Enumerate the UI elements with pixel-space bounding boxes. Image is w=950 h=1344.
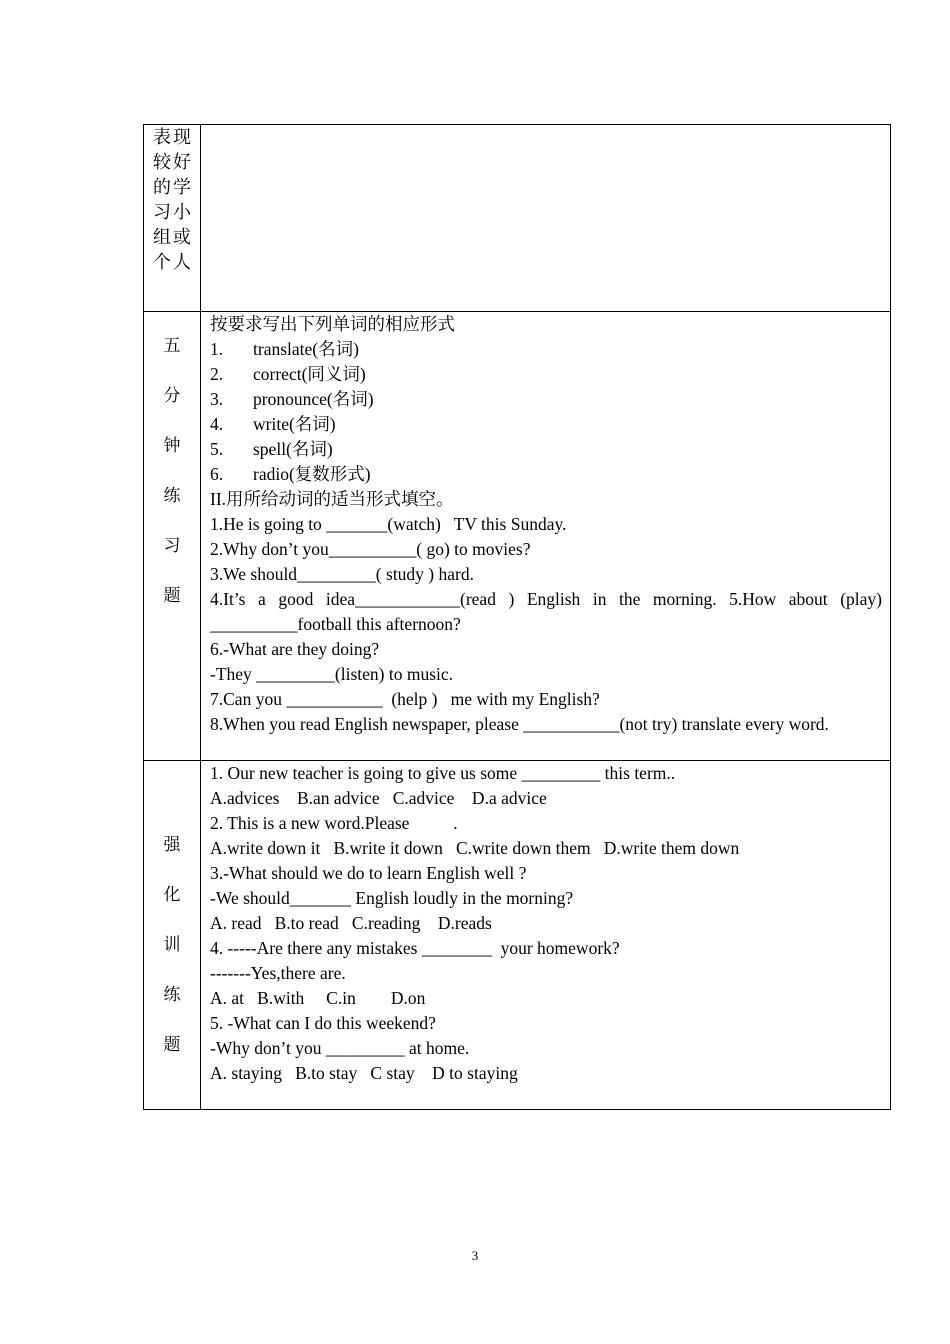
item-text: radio(复数形式) xyxy=(253,464,371,484)
label-char: 钟 xyxy=(163,436,181,455)
label-five-minute-exercises xyxy=(144,312,201,760)
item-number: 5. xyxy=(210,439,224,459)
label-outstanding: 表现较好的学习小组或个人 xyxy=(144,125,201,311)
label-char: 强 xyxy=(163,835,181,854)
fill-line: -They _________(listen) to music. xyxy=(210,664,454,684)
item-number: 3. xyxy=(210,389,224,409)
item-text: pronounce(名词) xyxy=(253,389,374,409)
fill-line: 6.-What are they doing? xyxy=(210,639,380,659)
word-item xyxy=(210,437,882,462)
item-number: 6. xyxy=(210,464,224,484)
section-heading: 按要求写出下列单词的相应形式 xyxy=(210,314,455,334)
row-reinforcement-exercises xyxy=(144,760,890,1109)
label-char: 分 xyxy=(163,386,181,405)
label-char: 习 xyxy=(163,536,181,555)
item-text: translate(名词) xyxy=(253,339,359,359)
row-five-minute-exercises xyxy=(144,311,890,760)
lesson-table xyxy=(143,124,891,1110)
label-char: 练 xyxy=(163,486,181,505)
question-line: -------Yes,there are. xyxy=(210,963,346,983)
item-number: 1. xyxy=(210,339,224,359)
item-number: 2. xyxy=(210,364,224,384)
section2-heading: II.用所给动词的适当形式填空。 xyxy=(210,489,454,509)
question-line: 2. This is a new word.Please . xyxy=(210,813,458,833)
content-outstanding xyxy=(201,125,890,311)
item-number: 4. xyxy=(210,414,224,434)
word-item xyxy=(210,362,882,387)
fill-line: 2.Why don’t you__________( go) to movies? xyxy=(210,539,531,559)
options-line: A. at B.with C.in D.on xyxy=(210,988,426,1008)
item-text: write(名词) xyxy=(253,414,336,434)
content-five-minute-exercises xyxy=(201,312,890,760)
options-line: A. staying B.to stay C stay D to staying xyxy=(210,1063,518,1083)
label-char: 题 xyxy=(163,586,181,605)
fill-line: 1.He is going to _______(watch) TV this Sunday. xyxy=(210,514,567,534)
label-char: 练 xyxy=(163,985,181,1004)
word-item xyxy=(210,337,882,362)
page-number: 3 xyxy=(471,1248,479,1263)
item-text: spell(名词) xyxy=(253,439,333,459)
fill-line: 4.It’s a good idea____________(read ) English in the morning. 5.How about (play) __________football this afternoon? xyxy=(210,589,882,634)
label-char: 题 xyxy=(163,1035,181,1054)
question-line: 4. -----Are there any mistakes ________ your homework? xyxy=(210,938,620,958)
fill-line: 3.We should_________( study ) hard. xyxy=(210,564,474,584)
label-char: 五 xyxy=(163,336,181,355)
row-outstanding xyxy=(144,125,890,311)
question-line: -Why don’t you _________ at home. xyxy=(210,1038,470,1058)
word-item xyxy=(210,387,882,412)
question-line: -We should_______ English loudly in the morning? xyxy=(210,888,574,908)
options-line: A. read B.to read C.reading D.reads xyxy=(210,913,492,933)
question-line: 3.-What should we do to learn English well ? xyxy=(210,863,527,883)
options-line: A.advices B.an advice C.advice D.a advice xyxy=(210,788,547,808)
fill-line: 8.When you read English newspaper, please ___________(not try) translate every word. xyxy=(210,714,829,734)
word-item xyxy=(210,462,882,487)
question-line: 1. Our new teacher is going to give us some _________ this term.. xyxy=(210,763,676,783)
label-reinforcement-exercises xyxy=(144,761,201,1109)
item-text: correct(同义词) xyxy=(253,364,366,384)
fill-line: 7.Can you ___________ (help ) me with my English? xyxy=(210,689,600,709)
question-line: 5. -What can I do this weekend? xyxy=(210,1013,436,1033)
label-char: 化 xyxy=(163,885,181,904)
options-line: A.write down it B.write it down C.write down them D.write them down xyxy=(210,838,740,858)
content-reinforcement-exercises xyxy=(201,761,890,1109)
label-char: 训 xyxy=(163,935,181,954)
word-item xyxy=(210,412,882,437)
